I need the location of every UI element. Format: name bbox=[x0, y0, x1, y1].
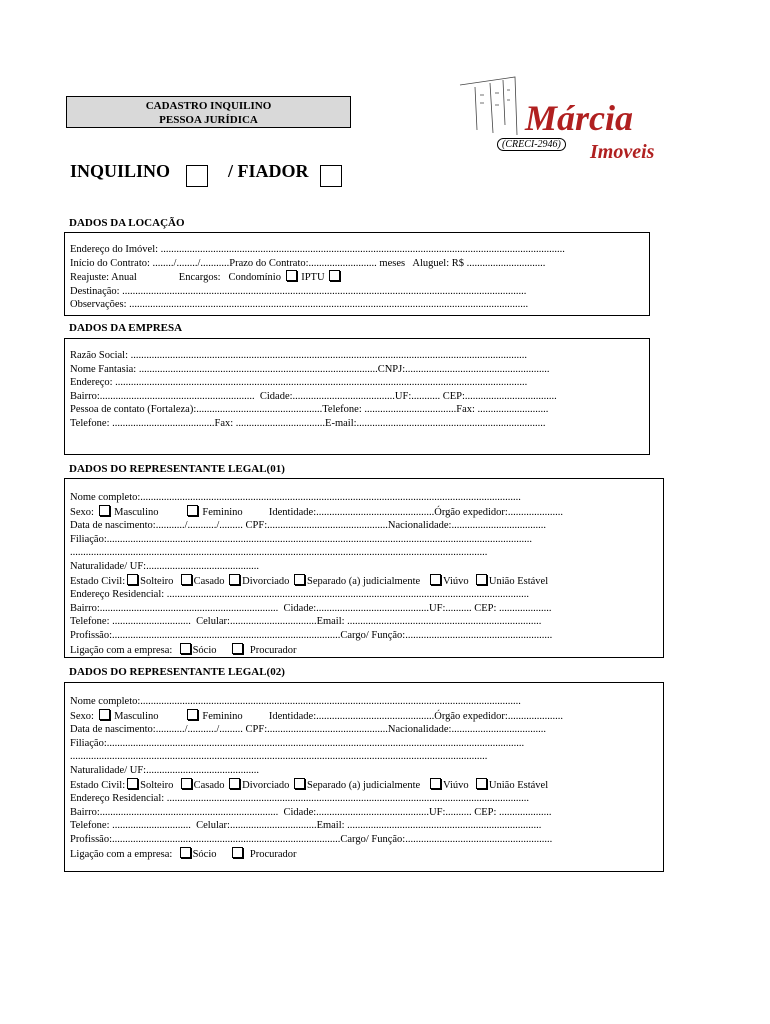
rep1-fields bbox=[70, 491, 563, 657]
section-empresa-heading: DADOS DA EMPRESA bbox=[69, 322, 183, 334]
locacao-endereco-line[interactable]: Endereço do Imóvel: .......................................................................................................................................................... bbox=[70, 244, 565, 255]
viuvo-label: Viúvo bbox=[443, 575, 469, 587]
rep2-fields bbox=[70, 695, 563, 861]
ligacao-label: Ligação com a empresa: bbox=[70, 848, 173, 860]
empresa-razao-line[interactable]: Razão Social: ....................................................................................................................................................... bbox=[70, 350, 528, 361]
viuvo-label: Viúvo bbox=[443, 779, 469, 791]
divorciado-label: Divorciado bbox=[242, 575, 290, 587]
condominio-checkbox[interactable] bbox=[286, 270, 297, 281]
section-rep2-heading: DADOS DO REPRESENTANTE LEGAL(02) bbox=[69, 666, 285, 678]
sexo-label: Sexo: bbox=[70, 506, 94, 518]
uniao-label: União Estável bbox=[488, 779, 549, 791]
rep2-nascimento-line[interactable]: Data de nascimento:.........../.........../......... CPF:..............................................Nacionalidade:.................................... bbox=[70, 724, 546, 736]
rep2-profissao-line[interactable]: Profissão:.......................................................................................Cargo/ Função:........................................................ bbox=[70, 833, 553, 845]
rep1-uniao-checkbox[interactable] bbox=[476, 574, 487, 585]
rep1-feminino-checkbox[interactable] bbox=[187, 505, 198, 516]
locacao-destinacao-line[interactable]: Destinação: .......................................................................................................................................................... bbox=[70, 285, 527, 297]
empresa-bairro-line[interactable]: Bairro:........................................................... Cidade:.......................................UF:........... CEP:................................... bbox=[70, 390, 557, 402]
empresa-endereco-line[interactable]: Endereço: ............................................................................................................................................................. bbox=[70, 377, 528, 389]
rep1-procurador-checkbox[interactable] bbox=[232, 643, 243, 654]
rep2-filiacao-line[interactable]: Filiação:............................................................................................................................................................... bbox=[70, 737, 525, 749]
locacao-reajuste-line bbox=[70, 270, 565, 285]
rep1-separado-checkbox[interactable] bbox=[294, 574, 305, 585]
rep1-identidade-field[interactable]: Identidade:.............................................Órgão expedidor:..................... bbox=[268, 506, 563, 518]
inquilino-label: INQUILINO bbox=[70, 161, 171, 181]
form-title-box bbox=[66, 96, 351, 128]
rep1-filiacao-line[interactable]: Filiação:.................................................................................................................................................................. bbox=[70, 533, 532, 545]
reajuste-label: Reajuste: Anual Encargos: Condomínio bbox=[70, 272, 281, 284]
rep2-procurador-checkbox[interactable] bbox=[232, 847, 243, 858]
socio-label: Sócio bbox=[192, 848, 217, 860]
procurador-label: Procurador bbox=[249, 848, 297, 860]
rep2-identidade-field[interactable]: Identidade:.............................................Órgão expedidor:..................... bbox=[268, 710, 563, 722]
rep1-casado-checkbox[interactable] bbox=[181, 574, 192, 585]
rep1-sexo-line bbox=[70, 505, 563, 520]
feminino-label: Feminino bbox=[202, 710, 243, 722]
rep1-viuvo-checkbox[interactable] bbox=[430, 574, 441, 585]
rep2-divorciado-checkbox[interactable] bbox=[229, 778, 240, 789]
uniao-label: União Estável bbox=[488, 575, 549, 587]
logo-subtitle: Imoveis bbox=[590, 141, 655, 163]
feminino-label: Feminino bbox=[202, 506, 243, 518]
solteiro-label: Solteiro bbox=[140, 575, 174, 587]
logo-creci: (CRECI-2946) bbox=[497, 138, 566, 151]
rep1-civil-line bbox=[70, 574, 563, 589]
form-title-line1: CADASTRO INQUILINO bbox=[145, 100, 272, 112]
section-locacao-heading: DADOS DA LOCAÇÃO bbox=[69, 217, 185, 229]
rep2-ligacao-line bbox=[70, 847, 563, 862]
locacao-contrato-line[interactable]: Início do Contrato: ......../......../...........Prazo do Contrato:.......................... meses Aluguel: R$ .............................. bbox=[70, 257, 546, 269]
locacao-observacoes-line[interactable]: Observações: ........................................................................................................................................................ bbox=[70, 299, 529, 311]
masculino-label: Masculino bbox=[114, 710, 159, 722]
rep1-socio-checkbox[interactable] bbox=[180, 643, 191, 654]
estado-civil-label: Estado Civil: bbox=[70, 575, 126, 587]
rep1-solteiro-checkbox[interactable] bbox=[127, 574, 138, 585]
sexo-label: Sexo: bbox=[70, 710, 94, 722]
empresa-telefone-line[interactable]: Telefone: .......................................Fax: ..................................E-mail:........................................................................ bbox=[70, 417, 546, 429]
inquilino-checkbox[interactable] bbox=[186, 165, 208, 187]
rep2-separado-checkbox[interactable] bbox=[294, 778, 305, 789]
casado-label: Casado bbox=[193, 779, 225, 791]
rep1-telefone-line[interactable]: Telefone: .............................. Celular:.................................Email: .......................................................................... bbox=[70, 616, 542, 628]
locacao-fields bbox=[70, 243, 565, 312]
rep2-socio-checkbox[interactable] bbox=[180, 847, 191, 858]
rep2-filiacao-line2[interactable]: ............................................................................................................................................................... bbox=[70, 751, 488, 763]
logo-name: Márcia bbox=[525, 98, 633, 138]
divorciado-label: Divorciado bbox=[242, 779, 290, 791]
rep2-feminino-checkbox[interactable] bbox=[187, 709, 198, 720]
rep2-endereco-line[interactable]: Endereço Residencial: .......................................................................................................................................... bbox=[70, 793, 530, 805]
rep1-naturalidade-line[interactable]: Naturalidade/ UF:........................................... bbox=[70, 560, 259, 572]
rep2-uniao-checkbox[interactable] bbox=[476, 778, 487, 789]
rep1-bairro-line[interactable]: Bairro:.................................................................... Cidade:...........................................UF:.......... CEP: .................... bbox=[70, 602, 552, 614]
iptu-label: IPTU bbox=[301, 272, 325, 284]
rep2-naturalidade-line[interactable]: Naturalidade/ UF:........................................... bbox=[70, 764, 259, 776]
empresa-contato-line[interactable]: Pessoa de contato (Fortaleza):................................................Telefone: ...................................Fax: ........................... bbox=[70, 404, 549, 416]
rep2-viuvo-checkbox[interactable] bbox=[430, 778, 441, 789]
section-rep1-heading: DADOS DO REPRESENTANTE LEGAL(01) bbox=[69, 463, 285, 475]
socio-label: Sócio bbox=[192, 644, 217, 656]
form-title-line2: PESSOA JURÍDICA bbox=[159, 114, 258, 126]
fiador-checkbox[interactable] bbox=[320, 165, 342, 187]
rep2-solteiro-checkbox[interactable] bbox=[127, 778, 138, 789]
rep1-nascimento-line[interactable]: Data de nascimento:.........../.........../......... CPF:..............................................Nacionalidade:.................................... bbox=[70, 520, 546, 532]
rep1-ligacao-line bbox=[70, 643, 563, 658]
iptu-checkbox[interactable] bbox=[329, 270, 340, 281]
rep1-masculino-checkbox[interactable] bbox=[99, 505, 110, 516]
rep2-sexo-line bbox=[70, 709, 563, 724]
estado-civil-label: Estado Civil: bbox=[70, 779, 126, 791]
rep2-civil-line bbox=[70, 778, 563, 793]
rep2-telefone-line[interactable]: Telefone: .............................. Celular:.................................Email: .......................................................................... bbox=[70, 820, 542, 832]
rep1-divorciado-checkbox[interactable] bbox=[229, 574, 240, 585]
rep2-masculino-checkbox[interactable] bbox=[99, 709, 110, 720]
ligacao-label: Ligação com a empresa: bbox=[70, 644, 173, 656]
rep1-nome-line[interactable]: Nome completo:................................................................................................................................................. bbox=[70, 492, 521, 503]
rep2-bairro-line[interactable]: Bairro:.................................................................... Cidade:...........................................UF:.......... CEP: .................... bbox=[70, 806, 552, 818]
separado-label: Separado (a) judicialmente bbox=[307, 779, 421, 791]
rep2-nome-line[interactable]: Nome completo:................................................................................................................................................. bbox=[70, 696, 521, 707]
fiador-label: / FIADOR bbox=[228, 161, 309, 181]
masculino-label: Masculino bbox=[114, 506, 159, 518]
company-logo bbox=[455, 75, 705, 165]
empresa-fields bbox=[70, 349, 557, 431]
rep2-casado-checkbox[interactable] bbox=[181, 778, 192, 789]
rep1-endereco-line[interactable]: Endereço Residencial: .......................................................................................................................................... bbox=[70, 589, 530, 601]
casado-label: Casado bbox=[193, 575, 225, 587]
rep1-profissao-line[interactable]: Profissão:.......................................................................................Cargo/ Função:........................................................ bbox=[70, 629, 553, 641]
procurador-label: Procurador bbox=[249, 644, 297, 656]
empresa-fantasia-line[interactable]: Nome Fantasia: ...........................................................................................CNPJ:....................................................... bbox=[70, 363, 550, 375]
separado-label: Separado (a) judicialmente bbox=[307, 575, 421, 587]
solteiro-label: Solteiro bbox=[140, 779, 174, 791]
rep1-filiacao-line2[interactable]: ............................................................................................................................................................... bbox=[70, 547, 488, 559]
